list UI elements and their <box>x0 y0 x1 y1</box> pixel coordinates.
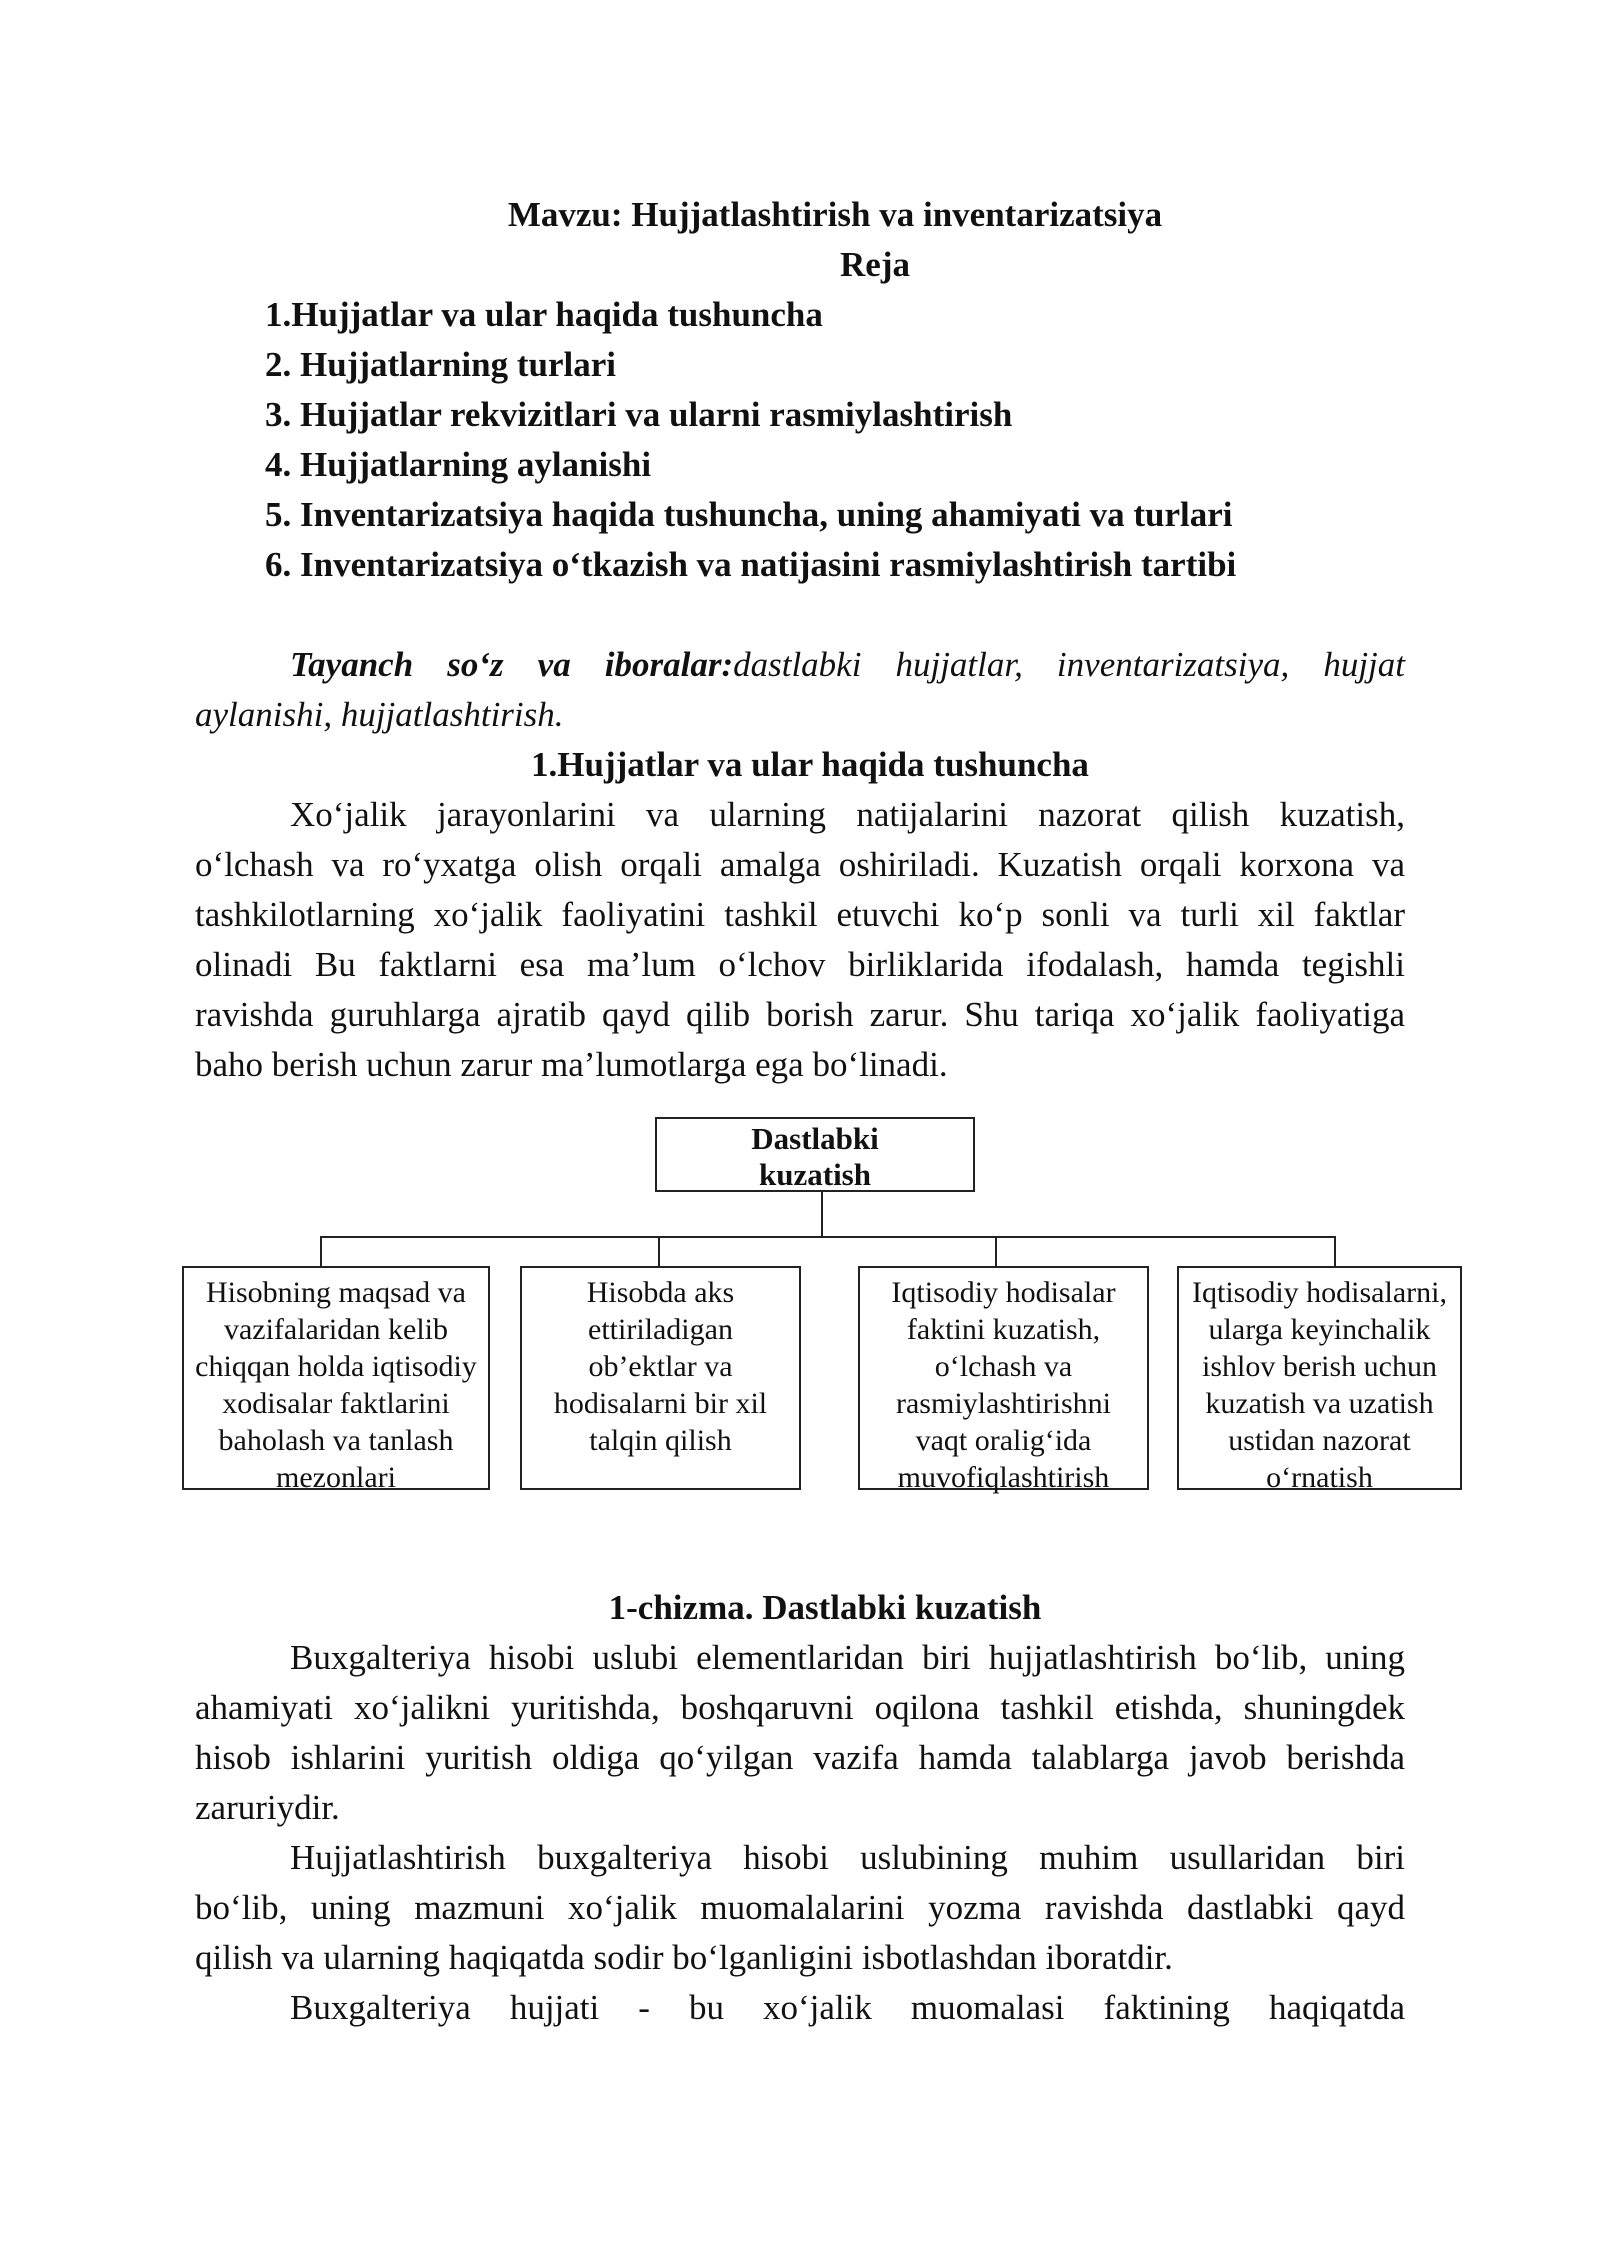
diagram-child-label: Hisobda aks ettiriladigan ob’ektlar va hodisalarni bir xil talqin qilish <box>553 1276 768 1457</box>
paragraph-line: Xo‘jalik jarayonlarini va ularning natijalarini nazorat qilish kuzatish, <box>290 795 1405 834</box>
plan-item: 4. Hujjatlarning aylanishi <box>265 445 652 484</box>
paragraph-line: tashkilotlarning xo‘jalik faoliyatini tashkil etuvchi ko‘p sonli va turli xil faktlar <box>195 895 1405 934</box>
diagram-child-box <box>1177 1266 1462 1494</box>
section-heading: 1.Hujjatlar va ular haqida tushuncha <box>531 745 1089 784</box>
diagram-caption: 1-chizma. Dastlabki kuzatish <box>608 1588 1042 1627</box>
paragraph-line: ravishda guruhlarga ajratib qayd qilib borish zarur. Shu tariqa xo‘jalik faoliyatiga <box>195 995 1405 1034</box>
plan-item: 6. Inventarizatsiya o‘tkazish va natijasini rasmiylashtirish tartibi <box>265 545 1237 584</box>
paragraph-line: bo‘lib, uning mazmuni xo‘jalik muomalalarini yozma ravishda dastlabki qayd <box>195 1888 1405 1927</box>
diagram-child-label: Iqtisodiy hodisalarni, ularga keyinchalik ishlov berish uchun kuzatish va uzatish ustidan nazorat o‘rnatish <box>1192 1276 1447 1494</box>
plan-item: 3. Hujjatlar rekvizitlari va ularni rasmiylashtirish <box>265 395 1013 434</box>
diagram-root-label: Dastlabki kuzatish <box>751 1121 879 1192</box>
diagram-root-box <box>655 1117 975 1192</box>
diagram-child-label: Hisobning maqsad va vazifalaridan kelib chiqqan holda iqtisodiy xodisalar faktlarini baholash va tanlash mezonlari <box>195 1276 477 1494</box>
keywords-line <box>290 640 1405 690</box>
plan-item: 1.Hujjatlar va ular haqida tushuncha <box>265 295 823 334</box>
diagram-connector <box>658 1236 660 1268</box>
paragraph-line: Hujjatlashtirish buxgalteriya hisobi uslubining muhim usullaridan biri <box>290 1838 1405 1877</box>
paragraph-line: qilish va ularning haqiqatda sodir bo‘lganligini isbotlashdan iboratdir. <box>195 1938 1173 1977</box>
diagram-child-box <box>858 1266 1149 1494</box>
keywords-line: aylanishi, hujjatlashtirish. <box>195 695 564 734</box>
paragraph-line: zaruriydir. <box>195 1788 340 1827</box>
diagram-child-box <box>182 1266 490 1494</box>
paragraph-line: Buxgalteriya hisobi uslubi elementlaridan biri hujjatlashtirish bo‘lib, uning <box>290 1638 1405 1677</box>
diagram-connector <box>995 1236 997 1268</box>
paragraph-line: baho berish uchun zarur ma’lumotlarga ega bo‘linadi. <box>195 1045 948 1084</box>
paragraph-line: Buxgalteriya hujjati - bu xo‘jalik muomalasi faktining haqiqatda <box>290 1988 1405 2027</box>
plan-item: 5. Inventarizatsiya haqida tushuncha, uning ahamiyati va turlari <box>265 495 1233 534</box>
paragraph-line: olinadi Bu faktlarni esa ma’lum o‘lchov birliklarida ifodalash, hamda tegishli <box>195 945 1405 984</box>
plan-heading: Reja <box>840 245 910 284</box>
diagram-connector <box>1334 1236 1336 1268</box>
keywords-label: Tayanch so‘z va iboralar: <box>290 645 734 684</box>
diagram-child-label: Iqtisodiy hodisalar faktini kuzatish, o‘lchash va rasmiylashtirishni vaqt oralig‘ida muvofiqlashtirish <box>891 1276 1116 1494</box>
diagram-connector <box>320 1236 1336 1238</box>
paragraph-line: o‘lchash va ro‘yxatga olish orqali amalga oshiriladi. Kuzatish orqali korxona va <box>195 845 1405 884</box>
diagram-connector <box>821 1192 823 1237</box>
plan-item: 2. Hujjatlarning turlari <box>265 345 616 384</box>
paragraph-line: ahamiyati xo‘jalikni yuritishda, boshqaruvni oqilona tashkil etishda, shuningdek <box>195 1688 1405 1727</box>
diagram-child-box <box>520 1266 801 1490</box>
page-title: Mavzu: Hujjatlashtirish va inventarizatsiya <box>507 195 1163 234</box>
keywords-text: dastlabki hujjatlar, inventarizatsiya, hujjat <box>733 645 1405 684</box>
paragraph-line: hisob ishlarini yuritish oldiga qo‘yilgan vazifa hamda talablarga javob berishda <box>195 1738 1405 1777</box>
diagram-connector <box>320 1236 322 1268</box>
